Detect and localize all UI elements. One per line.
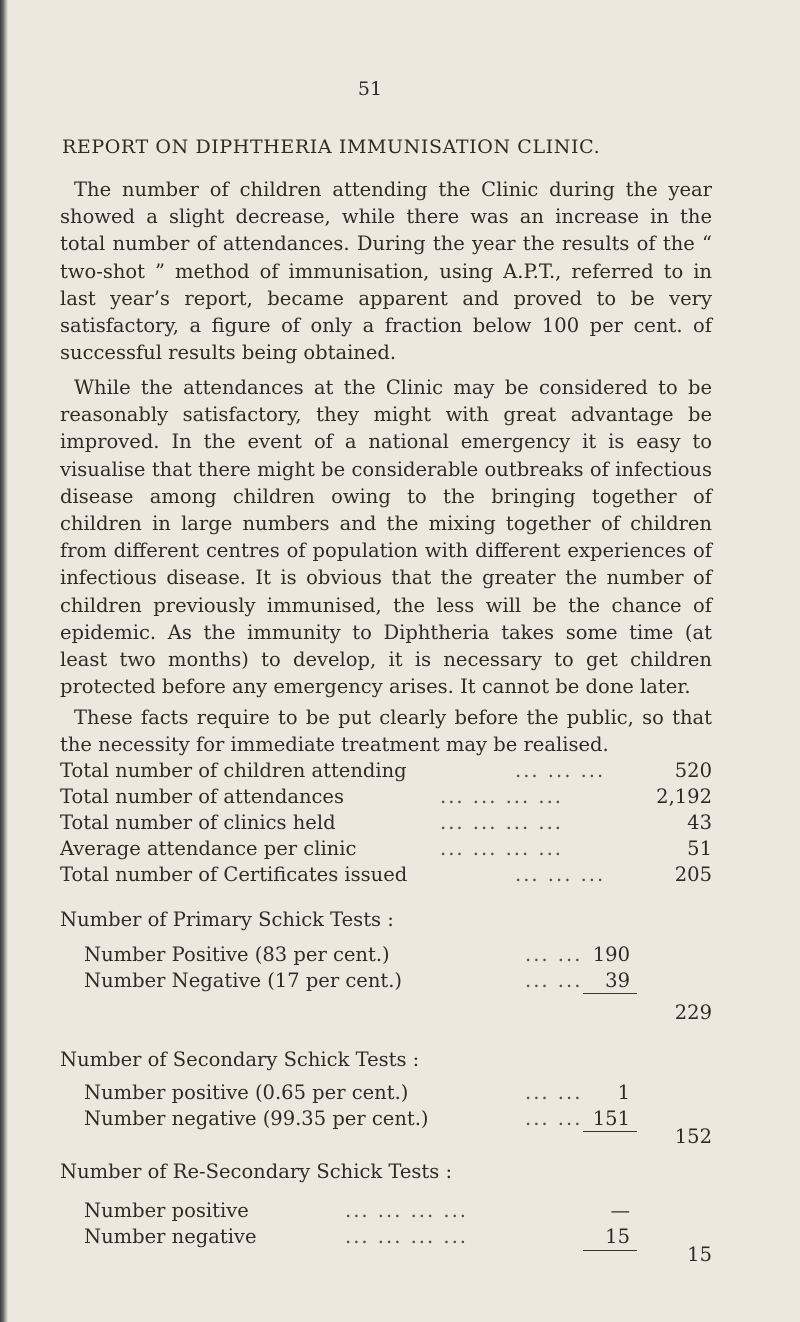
leader-dots: ... ... ... <box>515 863 606 886</box>
leader-dots: ... ... ... <box>515 759 606 782</box>
primary-negative-row <box>60 968 712 994</box>
primary-positive-row <box>60 942 712 968</box>
stat-label: Total number of children attending <box>60 759 407 782</box>
row-label: Number positive (0.65 per cent.) <box>84 1081 409 1104</box>
page-number: 51 <box>357 78 383 100</box>
stat-value: 205 <box>674 863 712 886</box>
total-value: 229 <box>674 1001 712 1024</box>
leader-dots: ... ... ... ... <box>440 811 563 834</box>
leader-dots: ... ... <box>525 969 583 992</box>
resecondary-schick-heading: Number of Re-Secondary Schick Tests : <box>60 1160 453 1183</box>
leader-dots: ... ... ... ... <box>345 1225 468 1248</box>
stat-row-clinics <box>60 810 712 836</box>
row-value: — <box>610 1199 630 1222</box>
scan-edge-shadow <box>0 0 8 1322</box>
stat-label: Total number of clinics held <box>60 811 336 834</box>
stat-value: 43 <box>687 811 712 834</box>
row-value: 190 <box>592 943 630 966</box>
leader-dots: ... ... ... ... <box>345 1199 468 1222</box>
paragraph-3: These facts require to be put clearly before the public, so that the necessity for immediate treatment may be realised. <box>60 706 712 757</box>
row-value: 39 <box>605 969 630 992</box>
stat-row-children <box>60 758 712 784</box>
stat-label: Average attendance per clinic <box>60 837 357 860</box>
total-value: 15 <box>687 1243 712 1266</box>
row-label: Number Positive (83 per cent.) <box>84 943 390 966</box>
secondary-schick-heading: Number of Secondary Schick Tests : <box>60 1048 420 1071</box>
primary-schick-heading: Number of Primary Schick Tests : <box>60 908 394 931</box>
primary-total-row <box>60 1000 712 1026</box>
stat-row-attendances <box>60 784 712 810</box>
total-value: 152 <box>674 1125 712 1148</box>
paragraph-2: While the attendances at the Clinic may be considered to be reasonably satisfactory, they might with great advantage be improved. In the event of a national emergency it is easy to visualise that there might be considerable outbreaks of infectious disease among children owing to the bringing together of children in large numbers and the mixing together of children from different centres of population with different experiences of infectious disease. It is obvious that the greater the number of children previously immunised, the less will be the chance of epidemic. As the immunity to Diphtheria takes some time (at least two months) to develop, it is necessary to get children protected before any emergency arises. It cannot be done later. <box>60 376 712 699</box>
stat-value: 520 <box>674 759 712 782</box>
stat-row-certificates <box>60 862 712 888</box>
leader-dots: ... ... ... ... <box>440 837 563 860</box>
row-label: Number negative <box>84 1225 257 1248</box>
report-title: REPORT ON DIPHTHERIA IMMUNISATION CLINIC. <box>62 136 601 158</box>
leader-dots: ... ... ... ... <box>440 785 563 808</box>
stat-row-average <box>60 836 712 862</box>
row-value: 151 <box>592 1107 630 1130</box>
leader-dots: ... ... <box>525 943 583 966</box>
stat-label: Total number of attendances <box>60 785 344 808</box>
secondary-total-row <box>60 1124 712 1150</box>
stat-value: 2,192 <box>656 785 712 808</box>
paragraph-1: The number of children attending the Clinic during the year showed a slight decrease, while there was an increase in the total number of attendances. During the year the results of the “ two-shot ” method of immunisation, using A.P.T., referred to in last year’s report, became apparent and proved to be very satisfactory, a figure of only a fraction below 100 per cent. of successful results being obtained. <box>60 178 712 365</box>
row-label: Number negative (99.35 per cent.) <box>84 1107 429 1130</box>
leader-dots: ... ... <box>525 1107 583 1130</box>
row-value: 1 <box>617 1081 630 1104</box>
secondary-positive-row <box>60 1080 712 1106</box>
subtotal-rule <box>583 993 637 994</box>
row-value: 15 <box>605 1225 630 1248</box>
stat-label: Total number of Certificates issued <box>60 863 408 886</box>
row-label: Number Negative (17 per cent.) <box>84 969 403 992</box>
resecondary-positive-row <box>60 1198 712 1224</box>
row-label: Number positive <box>84 1199 249 1222</box>
leader-dots: ... ... <box>525 1081 583 1104</box>
resecondary-total-row <box>60 1242 712 1268</box>
stat-value: 51 <box>687 837 712 860</box>
